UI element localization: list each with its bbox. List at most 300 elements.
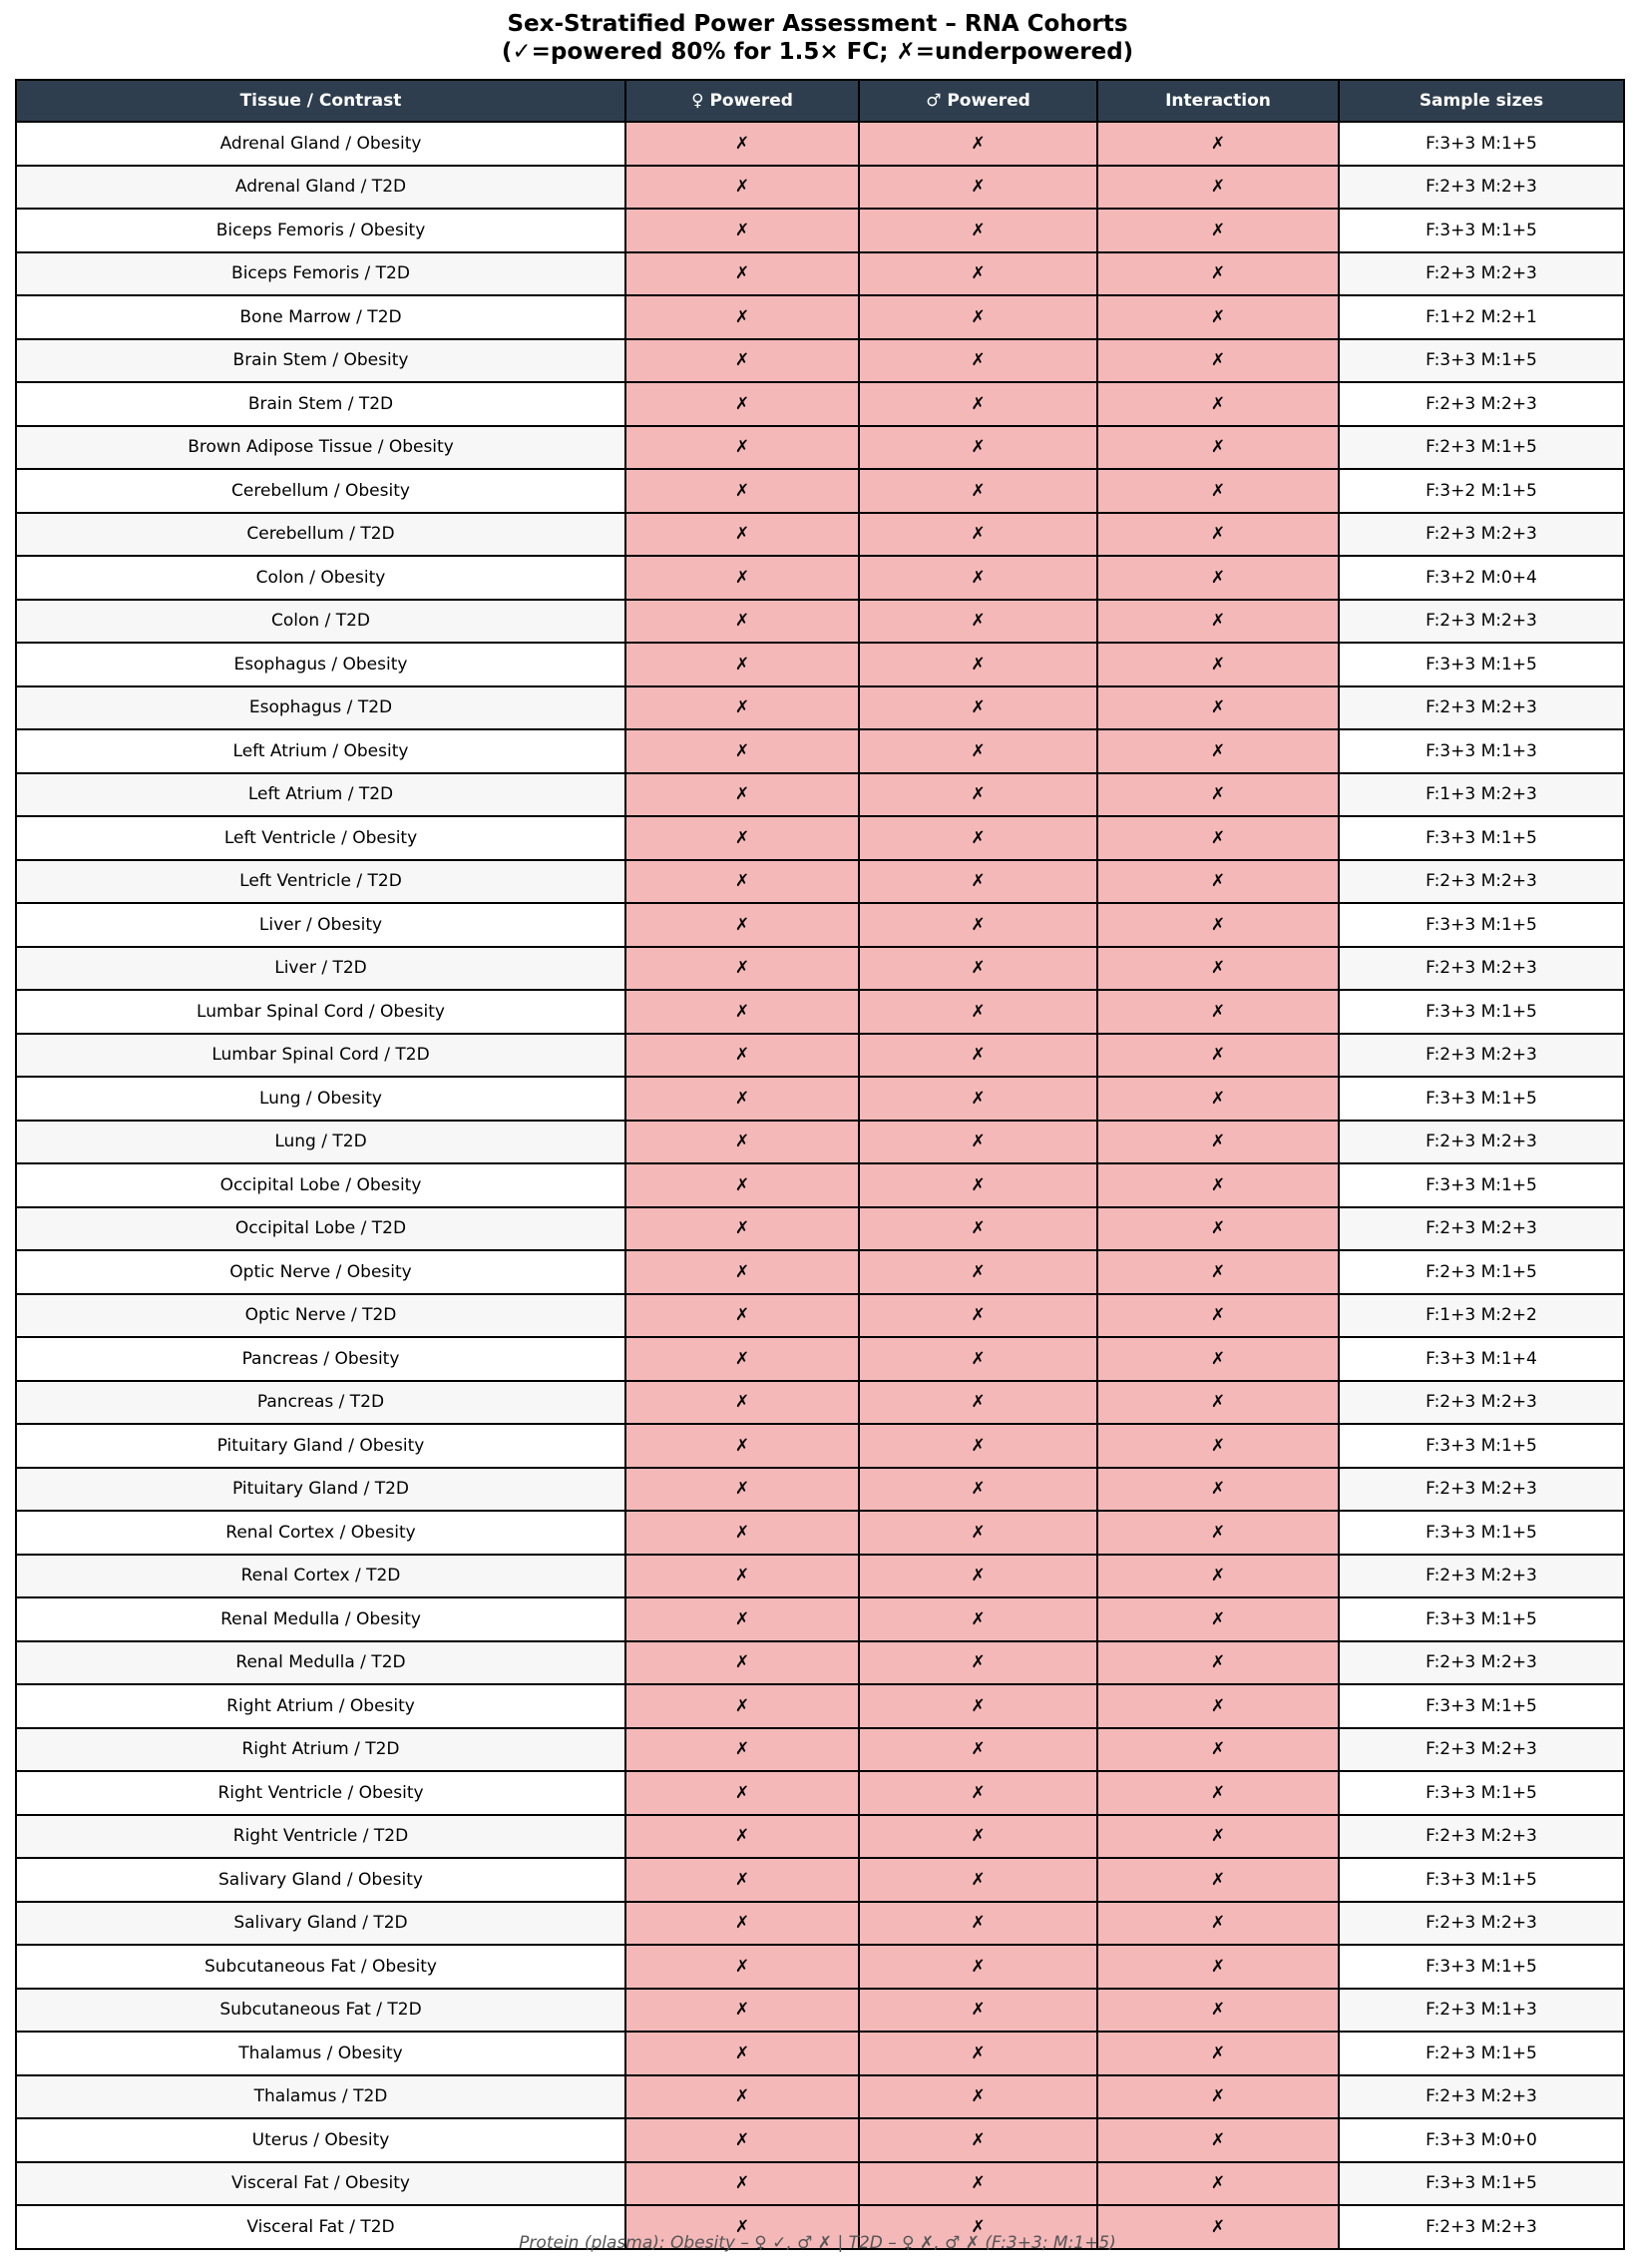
- cell-interaction: ✗: [1097, 1555, 1339, 1598]
- cell-interaction: ✗: [1097, 947, 1339, 991]
- cell-tissue: Renal Cortex / Obesity: [16, 1511, 625, 1555]
- cell-interaction: ✗: [1097, 1641, 1339, 1685]
- cell-sample-sizes: F:2+3 M:2+3: [1339, 513, 1624, 557]
- table-row: [16, 166, 1624, 210]
- cell-female-powered: ✗: [625, 600, 859, 644]
- cell-interaction: ✗: [1097, 1294, 1339, 1338]
- table-row: [16, 1597, 1624, 1641]
- cell-interaction: ✗: [1097, 643, 1339, 686]
- cell-interaction: ✗: [1097, 990, 1339, 1034]
- cell-tissue: Right Atrium / T2D: [16, 1728, 625, 1772]
- cell-interaction: ✗: [1097, 1858, 1339, 1902]
- cell-sample-sizes: F:2+3 M:2+3: [1339, 166, 1624, 210]
- cell-interaction: ✗: [1097, 556, 1339, 600]
- cell-tissue: Salivary Gland / Obesity: [16, 1858, 625, 1902]
- cell-sample-sizes: F:3+3 M:1+5: [1339, 209, 1624, 252]
- cell-male-powered: ✗: [859, 686, 1097, 730]
- cell-sample-sizes: F:2+3 M:2+3: [1339, 1902, 1624, 1946]
- cell-tissue: Left Ventricle / Obesity: [16, 816, 625, 860]
- cell-interaction: ✗: [1097, 1121, 1339, 1164]
- cell-male-powered: ✗: [859, 1077, 1097, 1121]
- cell-tissue: Occipital Lobe / T2D: [16, 1207, 625, 1251]
- cell-sample-sizes: F:1+2 M:2+1: [1339, 295, 1624, 339]
- cell-sample-sizes: F:3+3 M:1+5: [1339, 990, 1624, 1034]
- cell-interaction: ✗: [1097, 2205, 1339, 2249]
- cell-sample-sizes: F:2+3 M:1+5: [1339, 2032, 1624, 2075]
- cell-tissue: Lumbar Spinal Cord / Obesity: [16, 990, 625, 1034]
- cell-interaction: ✗: [1097, 729, 1339, 773]
- table-row: [16, 947, 1624, 991]
- cell-tissue: Brain Stem / T2D: [16, 382, 625, 426]
- cell-sample-sizes: F:1+3 M:2+3: [1339, 773, 1624, 817]
- cell-female-powered: ✗: [625, 1121, 859, 1164]
- cell-sample-sizes: F:2+3 M:1+5: [1339, 426, 1624, 470]
- cell-female-powered: ✗: [625, 209, 859, 252]
- table-row: [16, 209, 1624, 252]
- table-row: [16, 252, 1624, 296]
- cell-male-powered: ✗: [859, 1641, 1097, 1685]
- table-row: [16, 426, 1624, 470]
- cell-tissue: Lung / T2D: [16, 1121, 625, 1164]
- cell-tissue: Thalamus / Obesity: [16, 2032, 625, 2075]
- cell-male-powered: ✗: [859, 643, 1097, 686]
- cell-female-powered: ✗: [625, 1902, 859, 1946]
- cell-female-powered: ✗: [625, 556, 859, 600]
- cell-tissue: Cerebellum / Obesity: [16, 469, 625, 513]
- table-row: [16, 1771, 1624, 1815]
- header-row: [16, 80, 1624, 122]
- cell-female-powered: ✗: [625, 1641, 859, 1685]
- cell-female-powered: ✗: [625, 1424, 859, 1468]
- table-row: [16, 1077, 1624, 1121]
- cell-sample-sizes: F:3+3 M:1+5: [1339, 903, 1624, 947]
- cell-male-powered: ✗: [859, 1250, 1097, 1294]
- column-header-sample-sizes: Sample sizes: [1339, 80, 1624, 122]
- table-row: [16, 1511, 1624, 1555]
- cell-sample-sizes: F:3+3 M:1+5: [1339, 122, 1624, 166]
- column-header-interaction: Interaction: [1097, 80, 1339, 122]
- cell-interaction: ✗: [1097, 1945, 1339, 1989]
- cell-female-powered: ✗: [625, 1511, 859, 1555]
- cell-tissue: Cerebellum / T2D: [16, 513, 625, 557]
- cell-female-powered: ✗: [625, 686, 859, 730]
- cell-sample-sizes: F:2+3 M:2+3: [1339, 1728, 1624, 1772]
- cell-interaction: ✗: [1097, 1337, 1339, 1381]
- cell-male-powered: ✗: [859, 1945, 1097, 1989]
- column-header-tissue: Tissue / Contrast: [16, 80, 625, 122]
- cell-female-powered: ✗: [625, 947, 859, 991]
- cell-female-powered: ✗: [625, 1858, 859, 1902]
- table-row: [16, 1684, 1624, 1728]
- table-body: [16, 122, 1624, 2249]
- table-row: [16, 600, 1624, 644]
- cell-female-powered: ✗: [625, 1989, 859, 2033]
- cell-interaction: ✗: [1097, 426, 1339, 470]
- cell-tissue: Brain Stem / Obesity: [16, 339, 625, 383]
- cell-interaction: ✗: [1097, 600, 1339, 644]
- cell-tissue: Uterus / Obesity: [16, 2118, 625, 2162]
- cell-male-powered: ✗: [859, 600, 1097, 644]
- cell-male-powered: ✗: [859, 1294, 1097, 1338]
- cell-interaction: ✗: [1097, 2075, 1339, 2119]
- cell-interaction: ✗: [1097, 1077, 1339, 1121]
- table-row: [16, 643, 1624, 686]
- table-row: [16, 1468, 1624, 1512]
- cell-female-powered: ✗: [625, 2075, 859, 2119]
- cell-male-powered: ✗: [859, 2075, 1097, 2119]
- cell-female-powered: ✗: [625, 990, 859, 1034]
- table-row: [16, 1815, 1624, 1859]
- cell-male-powered: ✗: [859, 990, 1097, 1034]
- cell-female-powered: ✗: [625, 1468, 859, 1512]
- cell-female-powered: ✗: [625, 1945, 859, 1989]
- cell-female-powered: ✗: [625, 860, 859, 904]
- cell-male-powered: ✗: [859, 903, 1097, 947]
- table-row: [16, 1121, 1624, 1164]
- table-row: [16, 2118, 1624, 2162]
- cell-tissue: Esophagus / Obesity: [16, 643, 625, 686]
- cell-male-powered: ✗: [859, 252, 1097, 296]
- cell-sample-sizes: F:3+3 M:1+5: [1339, 1597, 1624, 1641]
- cell-sample-sizes: F:3+2 M:1+5: [1339, 469, 1624, 513]
- cell-tissue: Pituitary Gland / T2D: [16, 1468, 625, 1512]
- cell-sample-sizes: F:2+3 M:2+3: [1339, 2205, 1624, 2249]
- cell-male-powered: ✗: [859, 339, 1097, 383]
- cell-interaction: ✗: [1097, 382, 1339, 426]
- cell-interaction: ✗: [1097, 209, 1339, 252]
- cell-interaction: ✗: [1097, 252, 1339, 296]
- cell-sample-sizes: F:2+3 M:2+3: [1339, 252, 1624, 296]
- cell-tissue: Optic Nerve / Obesity: [16, 1250, 625, 1294]
- table-row: [16, 1163, 1624, 1207]
- cell-tissue: Right Ventricle / T2D: [16, 1815, 625, 1859]
- cell-female-powered: ✗: [625, 252, 859, 296]
- cell-male-powered: ✗: [859, 2205, 1097, 2249]
- cell-female-powered: ✗: [625, 469, 859, 513]
- cell-female-powered: ✗: [625, 295, 859, 339]
- table-row: [16, 1250, 1624, 1294]
- cell-interaction: ✗: [1097, 2118, 1339, 2162]
- cell-male-powered: ✗: [859, 729, 1097, 773]
- cell-interaction: ✗: [1097, 1424, 1339, 1468]
- cell-female-powered: ✗: [625, 1597, 859, 1641]
- cell-sample-sizes: F:3+3 M:1+5: [1339, 816, 1624, 860]
- cell-male-powered: ✗: [859, 1163, 1097, 1207]
- cell-male-powered: ✗: [859, 816, 1097, 860]
- cell-tissue: Occipital Lobe / Obesity: [16, 1163, 625, 1207]
- cell-interaction: ✗: [1097, 1771, 1339, 1815]
- table-row: [16, 903, 1624, 947]
- cell-male-powered: ✗: [859, 1381, 1097, 1425]
- table-row: [16, 1858, 1624, 1902]
- cell-tissue: Adrenal Gland / Obesity: [16, 122, 625, 166]
- cell-female-powered: ✗: [625, 2032, 859, 2075]
- cell-tissue: Left Atrium / Obesity: [16, 729, 625, 773]
- table-row: [16, 1555, 1624, 1598]
- cell-tissue: Visceral Fat / Obesity: [16, 2162, 625, 2206]
- table-row: [16, 382, 1624, 426]
- cell-female-powered: ✗: [625, 1163, 859, 1207]
- cell-tissue: Lung / Obesity: [16, 1077, 625, 1121]
- table-row: [16, 469, 1624, 513]
- cell-male-powered: ✗: [859, 556, 1097, 600]
- cell-tissue: Left Ventricle / T2D: [16, 860, 625, 904]
- cell-interaction: ✗: [1097, 469, 1339, 513]
- cell-female-powered: ✗: [625, 1294, 859, 1338]
- cell-female-powered: ✗: [625, 903, 859, 947]
- cell-interaction: ✗: [1097, 513, 1339, 557]
- cell-sample-sizes: F:2+3 M:2+3: [1339, 382, 1624, 426]
- column-header-female-powered: ♀ Powered: [625, 80, 859, 122]
- cell-tissue: Salivary Gland / T2D: [16, 1902, 625, 1946]
- cell-female-powered: ✗: [625, 643, 859, 686]
- cell-tissue: Liver / Obesity: [16, 903, 625, 947]
- cell-tissue: Renal Cortex / T2D: [16, 1555, 625, 1598]
- cell-interaction: ✗: [1097, 1728, 1339, 1772]
- table-row: [16, 2162, 1624, 2206]
- cell-interaction: ✗: [1097, 1163, 1339, 1207]
- cell-sample-sizes: F:2+3 M:2+3: [1339, 1468, 1624, 1512]
- table-row: [16, 773, 1624, 817]
- cell-female-powered: ✗: [625, 1815, 859, 1859]
- table-row: [16, 860, 1624, 904]
- cell-tissue: Esophagus / T2D: [16, 686, 625, 730]
- table-row: [16, 2032, 1624, 2075]
- cell-sample-sizes: F:3+3 M:1+4: [1339, 1337, 1624, 1381]
- cell-male-powered: ✗: [859, 1597, 1097, 1641]
- cell-sample-sizes: F:2+3 M:2+3: [1339, 1641, 1624, 1685]
- cell-tissue: Subcutaneous Fat / T2D: [16, 1989, 625, 2033]
- cell-male-powered: ✗: [859, 1902, 1097, 1946]
- cell-tissue: Thalamus / T2D: [16, 2075, 625, 2119]
- cell-tissue: Renal Medulla / T2D: [16, 1641, 625, 1685]
- cell-sample-sizes: F:1+3 M:2+2: [1339, 1294, 1624, 1338]
- cell-tissue: Pituitary Gland / Obesity: [16, 1424, 625, 1468]
- table-row: [16, 1034, 1624, 1078]
- cell-male-powered: ✗: [859, 2162, 1097, 2206]
- cell-interaction: ✗: [1097, 1207, 1339, 1251]
- cell-tissue: Colon / T2D: [16, 600, 625, 644]
- cell-tissue: Bone Marrow / T2D: [16, 295, 625, 339]
- cell-interaction: ✗: [1097, 2162, 1339, 2206]
- cell-female-powered: ✗: [625, 122, 859, 166]
- cell-tissue: Pancreas / T2D: [16, 1381, 625, 1425]
- cell-male-powered: ✗: [859, 1815, 1097, 1859]
- cell-female-powered: ✗: [625, 1207, 859, 1251]
- cell-male-powered: ✗: [859, 1337, 1097, 1381]
- cell-tissue: Right Atrium / Obesity: [16, 1684, 625, 1728]
- cell-female-powered: ✗: [625, 1250, 859, 1294]
- cell-sample-sizes: F:2+3 M:2+3: [1339, 1555, 1624, 1598]
- table-row: [16, 556, 1624, 600]
- cell-female-powered: ✗: [625, 1077, 859, 1121]
- cell-female-powered: ✗: [625, 1771, 859, 1815]
- cell-male-powered: ✗: [859, 426, 1097, 470]
- cell-sample-sizes: F:3+3 M:1+5: [1339, 643, 1624, 686]
- cell-interaction: ✗: [1097, 166, 1339, 210]
- cell-interaction: ✗: [1097, 339, 1339, 383]
- cell-sample-sizes: F:2+3 M:2+3: [1339, 860, 1624, 904]
- cell-tissue: Liver / T2D: [16, 947, 625, 991]
- cell-female-powered: ✗: [625, 1381, 859, 1425]
- cell-male-powered: ✗: [859, 1207, 1097, 1251]
- table-row: [16, 686, 1624, 730]
- footnote: Protein (plasma): Obesity – ♀ ✓, ♂ ✗ | T2D – ♀ ✗, ♂ ✗ (F:3+3; M:1+5): [519, 2233, 1116, 2253]
- cell-male-powered: ✗: [859, 860, 1097, 904]
- cell-sample-sizes: F:2+3 M:1+5: [1339, 1250, 1624, 1294]
- cell-female-powered: ✗: [625, 2118, 859, 2162]
- cell-sample-sizes: F:2+3 M:2+3: [1339, 1815, 1624, 1859]
- table-row: [16, 1207, 1624, 1251]
- cell-tissue: Right Ventricle / Obesity: [16, 1771, 625, 1815]
- power-assessment-table: [15, 79, 1625, 2250]
- cell-interaction: ✗: [1097, 295, 1339, 339]
- cell-male-powered: ✗: [859, 122, 1097, 166]
- cell-sample-sizes: F:2+3 M:2+3: [1339, 686, 1624, 730]
- table-row: [16, 1381, 1624, 1425]
- cell-male-powered: ✗: [859, 947, 1097, 991]
- cell-male-powered: ✗: [859, 1034, 1097, 1078]
- cell-male-powered: ✗: [859, 2032, 1097, 2075]
- table-row: [16, 1294, 1624, 1338]
- cell-sample-sizes: F:3+3 M:1+5: [1339, 1511, 1624, 1555]
- cell-male-powered: ✗: [859, 773, 1097, 817]
- table-row: [16, 816, 1624, 860]
- cell-tissue: Pancreas / Obesity: [16, 1337, 625, 1381]
- cell-male-powered: ✗: [859, 2118, 1097, 2162]
- cell-interaction: ✗: [1097, 1381, 1339, 1425]
- cell-male-powered: ✗: [859, 513, 1097, 557]
- cell-tissue: Renal Medulla / Obesity: [16, 1597, 625, 1641]
- table-row: [16, 1424, 1624, 1468]
- cell-tissue: Biceps Femoris / Obesity: [16, 209, 625, 252]
- cell-interaction: ✗: [1097, 686, 1339, 730]
- cell-female-powered: ✗: [625, 1034, 859, 1078]
- cell-sample-sizes: F:3+3 M:1+5: [1339, 1424, 1624, 1468]
- cell-sample-sizes: F:3+3 M:1+5: [1339, 1077, 1624, 1121]
- cell-female-powered: ✗: [625, 1728, 859, 1772]
- cell-interaction: ✗: [1097, 816, 1339, 860]
- cell-sample-sizes: F:2+3 M:2+3: [1339, 947, 1624, 991]
- cell-male-powered: ✗: [859, 1511, 1097, 1555]
- cell-tissue: Visceral Fat / T2D: [16, 2205, 625, 2249]
- cell-sample-sizes: F:3+3 M:1+5: [1339, 339, 1624, 383]
- cell-sample-sizes: F:3+3 M:1+5: [1339, 1163, 1624, 1207]
- cell-interaction: ✗: [1097, 1250, 1339, 1294]
- cell-sample-sizes: F:2+3 M:2+3: [1339, 1121, 1624, 1164]
- cell-male-powered: ✗: [859, 1555, 1097, 1598]
- cell-female-powered: ✗: [625, 513, 859, 557]
- cell-female-powered: ✗: [625, 1337, 859, 1381]
- cell-sample-sizes: F:3+3 M:1+5: [1339, 2162, 1624, 2206]
- table-row: [16, 339, 1624, 383]
- cell-female-powered: ✗: [625, 773, 859, 817]
- cell-sample-sizes: F:3+3 M:1+5: [1339, 1945, 1624, 1989]
- table-row: [16, 990, 1624, 1034]
- cell-interaction: ✗: [1097, 122, 1339, 166]
- cell-sample-sizes: F:3+3 M:1+5: [1339, 1858, 1624, 1902]
- cell-female-powered: ✗: [625, 382, 859, 426]
- cell-tissue: Biceps Femoris / T2D: [16, 252, 625, 296]
- cell-male-powered: ✗: [859, 1684, 1097, 1728]
- table-row: [16, 729, 1624, 773]
- cell-interaction: ✗: [1097, 1902, 1339, 1946]
- cell-sample-sizes: F:3+3 M:1+5: [1339, 1684, 1624, 1728]
- table-row: [16, 1989, 1624, 2033]
- cell-male-powered: ✗: [859, 382, 1097, 426]
- cell-female-powered: ✗: [625, 1555, 859, 1598]
- table-row: [16, 1728, 1624, 1772]
- cell-sample-sizes: F:2+3 M:1+3: [1339, 1989, 1624, 2033]
- table-row: [16, 122, 1624, 166]
- cell-male-powered: ✗: [859, 1424, 1097, 1468]
- cell-female-powered: ✗: [625, 2205, 859, 2249]
- cell-interaction: ✗: [1097, 1815, 1339, 1859]
- cell-male-powered: ✗: [859, 1728, 1097, 1772]
- cell-female-powered: ✗: [625, 816, 859, 860]
- cell-interaction: ✗: [1097, 1034, 1339, 1078]
- table-row: [16, 1945, 1624, 1989]
- cell-sample-sizes: F:3+2 M:0+4: [1339, 556, 1624, 600]
- cell-interaction: ✗: [1097, 903, 1339, 947]
- cell-sample-sizes: F:2+3 M:2+3: [1339, 2075, 1624, 2119]
- column-header-male-powered: ♂ Powered: [859, 80, 1097, 122]
- cell-interaction: ✗: [1097, 1989, 1339, 2033]
- cell-female-powered: ✗: [625, 2162, 859, 2206]
- cell-interaction: ✗: [1097, 2032, 1339, 2075]
- cell-tissue: Optic Nerve / T2D: [16, 1294, 625, 1338]
- chart-title: [0, 10, 1635, 66]
- cell-male-powered: ✗: [859, 1468, 1097, 1512]
- cell-sample-sizes: F:3+3 M:0+0: [1339, 2118, 1624, 2162]
- cell-female-powered: ✗: [625, 166, 859, 210]
- cell-male-powered: ✗: [859, 295, 1097, 339]
- cell-male-powered: ✗: [859, 1989, 1097, 2033]
- cell-sample-sizes: F:2+3 M:2+3: [1339, 1034, 1624, 1078]
- cell-interaction: ✗: [1097, 1597, 1339, 1641]
- cell-sample-sizes: F:2+3 M:2+3: [1339, 1381, 1624, 1425]
- cell-tissue: Left Atrium / T2D: [16, 773, 625, 817]
- table-row: [16, 2075, 1624, 2119]
- chart-title-line-2: (✓=powered 80% for 1.5× FC; ✗=underpowered): [501, 39, 1134, 65]
- chart-title-line-1: Sex-Stratified Power Assessment – RNA Cohorts: [507, 11, 1128, 37]
- table-row: [16, 1337, 1624, 1381]
- cell-sample-sizes: F:2+3 M:2+3: [1339, 1207, 1624, 1251]
- cell-sample-sizes: F:3+3 M:1+3: [1339, 729, 1624, 773]
- table-row: [16, 1902, 1624, 1946]
- cell-female-powered: ✗: [625, 729, 859, 773]
- cell-male-powered: ✗: [859, 209, 1097, 252]
- cell-male-powered: ✗: [859, 1858, 1097, 1902]
- cell-interaction: ✗: [1097, 1511, 1339, 1555]
- cell-female-powered: ✗: [625, 339, 859, 383]
- cell-male-powered: ✗: [859, 1121, 1097, 1164]
- cell-interaction: ✗: [1097, 860, 1339, 904]
- cell-interaction: ✗: [1097, 1684, 1339, 1728]
- table-row: [16, 513, 1624, 557]
- cell-tissue: Adrenal Gland / T2D: [16, 166, 625, 210]
- table-header: [16, 80, 1624, 122]
- cell-tissue: Brown Adipose Tissue / Obesity: [16, 426, 625, 470]
- cell-sample-sizes: F:2+3 M:2+3: [1339, 600, 1624, 644]
- cell-tissue: Colon / Obesity: [16, 556, 625, 600]
- cell-interaction: ✗: [1097, 773, 1339, 817]
- cell-interaction: ✗: [1097, 1468, 1339, 1512]
- cell-female-powered: ✗: [625, 426, 859, 470]
- cell-male-powered: ✗: [859, 469, 1097, 513]
- cell-sample-sizes: F:3+3 M:1+5: [1339, 1771, 1624, 1815]
- cell-male-powered: ✗: [859, 1771, 1097, 1815]
